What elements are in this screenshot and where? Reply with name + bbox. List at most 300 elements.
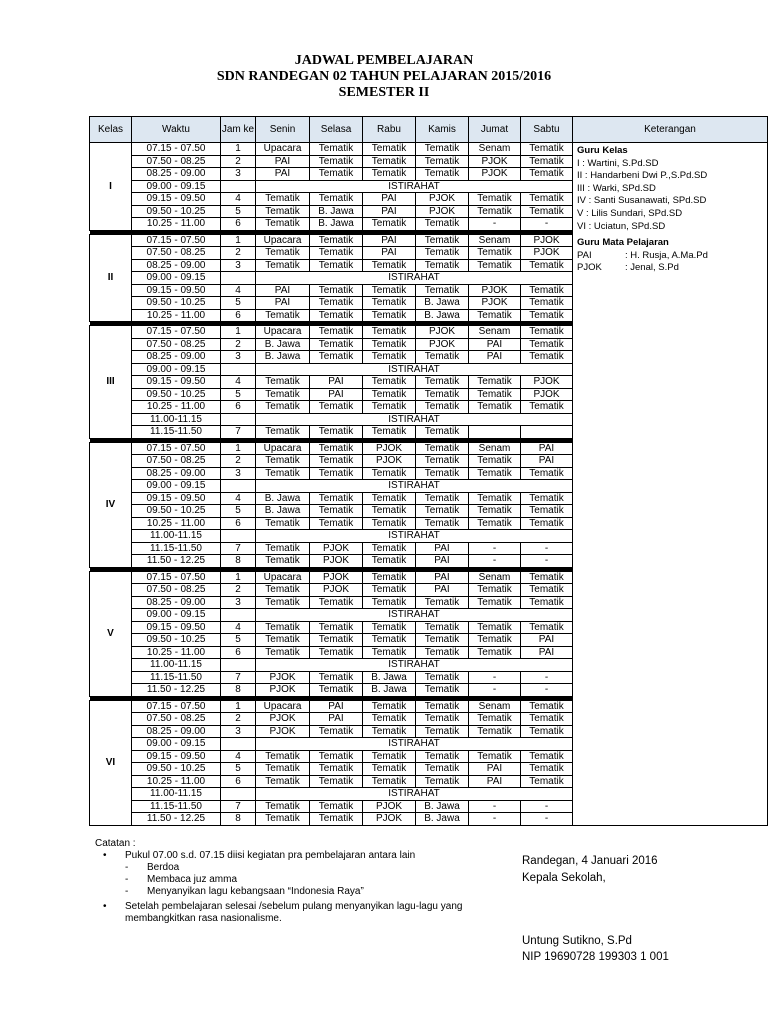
subject-cell: Tematik: [310, 309, 363, 322]
subject-cell: Tematik: [310, 492, 363, 505]
break-cell: ISTIRAHAT: [256, 788, 573, 801]
subject-cell: Tematik: [416, 426, 469, 439]
time-cell: 08.25 - 09.00: [132, 168, 221, 181]
subject-cell: -: [469, 684, 521, 697]
period-cell: [221, 363, 256, 376]
subject-cell: Tematik: [416, 684, 469, 697]
subject-cell: Tematik: [363, 467, 416, 480]
guru-mapel-title: Guru Mata Pelajaran: [577, 237, 669, 249]
subject-cell: Tematik: [310, 813, 363, 826]
class-label: VI: [90, 700, 132, 825]
subject-cell: Tematik: [416, 155, 469, 168]
time-cell: 07.15 - 07.50: [132, 571, 221, 584]
subject-cell: Tematik: [310, 750, 363, 763]
subject-cell: Tematik: [416, 388, 469, 401]
subject-cell: Tematik: [521, 155, 573, 168]
subject-cell: Tematik: [256, 775, 310, 788]
time-cell: 11.50 - 12.25: [132, 813, 221, 826]
time-cell: 07.15 - 07.50: [132, 326, 221, 339]
subject-cell: Tematik: [416, 218, 469, 231]
subject-cell: Tematik: [256, 426, 310, 439]
time-cell: 11.50 - 12.25: [132, 684, 221, 697]
subject-cell: PJOK: [363, 800, 416, 813]
subject-cell: Tematik: [363, 259, 416, 272]
subject-cell: -: [469, 555, 521, 568]
period-cell: 4: [221, 621, 256, 634]
subject-cell: PAI: [521, 634, 573, 647]
subject-cell: Tematik: [416, 247, 469, 260]
subject-cell: -: [469, 813, 521, 826]
column-header: Waktu: [132, 117, 221, 143]
subject-cell: Senam: [469, 234, 521, 247]
subject-cell: Tematik: [469, 467, 521, 480]
time-cell: 07.50 - 08.25: [132, 338, 221, 351]
subject-cell: -: [521, 555, 573, 568]
subject-cell: Tematik: [363, 542, 416, 555]
note-sub-item: - Membaca juz amma: [95, 874, 475, 886]
subject-cell: PJOK: [363, 442, 416, 455]
period-cell: 4: [221, 492, 256, 505]
time-cell: 09.00 - 09.15: [132, 609, 221, 622]
subject-cell: Tematik: [521, 326, 573, 339]
period-cell: 1: [221, 143, 256, 156]
class-label: III: [90, 326, 132, 439]
subject-cell: Tematik: [363, 750, 416, 763]
subject-cell: Tematik: [256, 555, 310, 568]
subject-cell: PJOK: [256, 671, 310, 684]
time-cell: 07.15 - 07.50: [132, 442, 221, 455]
note-sub-item: - Berdoa: [95, 862, 475, 874]
subject-cell: PAI: [310, 713, 363, 726]
subject-cell: -: [469, 671, 521, 684]
period-cell: 6: [221, 775, 256, 788]
subject-cell: Tematik: [310, 455, 363, 468]
subject-cell: PAI: [416, 584, 469, 597]
subject-cell: PJOK: [363, 813, 416, 826]
subject-cell: Upacara: [256, 234, 310, 247]
subject-cell: PAI: [310, 388, 363, 401]
subject-cell: Upacara: [256, 326, 310, 339]
subject-cell: Tematik: [256, 634, 310, 647]
period-cell: 3: [221, 725, 256, 738]
period-cell: 2: [221, 155, 256, 168]
guru-kelas-item: V : Lilis Sundari, SPd.SD: [577, 207, 683, 219]
subject-cell: Tematik: [363, 571, 416, 584]
subject-cell: B. Jawa: [256, 492, 310, 505]
subject-cell: Tematik: [416, 492, 469, 505]
period-cell: 3: [221, 168, 256, 181]
class-label: IV: [90, 442, 132, 567]
time-cell: 10.25 - 11.00: [132, 775, 221, 788]
time-cell: 11.15-11.50: [132, 426, 221, 439]
column-header: Keterangan: [573, 117, 768, 143]
mapel-name: PJOK: [577, 262, 602, 274]
subject-cell: Tematik: [416, 351, 469, 364]
subject-cell: -: [521, 218, 573, 231]
subject-cell: PAI: [363, 234, 416, 247]
subject-cell: Tematik: [521, 338, 573, 351]
doc-title: JADWAL PEMBELAJARAN: [294, 53, 474, 68]
subject-cell: B. Jawa: [416, 297, 469, 310]
subject-cell: Tematik: [521, 401, 573, 414]
subject-cell: PJOK: [416, 338, 469, 351]
subject-cell: Tematik: [416, 775, 469, 788]
time-cell: 07.50 - 08.25: [132, 584, 221, 597]
subject-cell: Tematik: [256, 455, 310, 468]
subject-cell: Tematik: [363, 725, 416, 738]
subject-cell: PAI: [469, 775, 521, 788]
subject-cell: Tematik: [256, 584, 310, 597]
subject-cell: Tematik: [310, 247, 363, 260]
subject-cell: PAI: [256, 155, 310, 168]
subject-cell: PJOK: [416, 193, 469, 206]
time-cell: 08.25 - 09.00: [132, 467, 221, 480]
subject-cell: Tematik: [469, 596, 521, 609]
time-cell: 09.50 - 10.25: [132, 205, 221, 218]
subject-cell: PJOK: [256, 713, 310, 726]
subject-cell: Tematik: [363, 596, 416, 609]
period-cell: 4: [221, 750, 256, 763]
subject-cell: Tematik: [363, 584, 416, 597]
subject-cell: Tematik: [256, 750, 310, 763]
time-cell: 10.25 - 11.00: [132, 517, 221, 530]
subject-cell: [521, 426, 573, 439]
subject-cell: Tematik: [256, 763, 310, 776]
subject-cell: Tematik: [310, 621, 363, 634]
subject-cell: Tematik: [363, 218, 416, 231]
subject-cell: Senam: [469, 700, 521, 713]
time-cell: 08.25 - 09.00: [132, 259, 221, 272]
subject-cell: PAI: [363, 205, 416, 218]
break-cell: ISTIRAHAT: [256, 180, 573, 193]
time-cell: 11.00-11.15: [132, 530, 221, 543]
subject-cell: Tematik: [416, 442, 469, 455]
subject-cell: Tematik: [521, 763, 573, 776]
time-cell: 07.50 - 08.25: [132, 247, 221, 260]
subject-cell: Senam: [469, 571, 521, 584]
subject-cell: PJOK: [521, 234, 573, 247]
subject-cell: Tematik: [310, 671, 363, 684]
period-cell: 5: [221, 297, 256, 310]
semester-title: SEMESTER II: [338, 85, 430, 100]
subject-cell: Tematik: [521, 725, 573, 738]
subject-cell: Tematik: [469, 646, 521, 659]
period-cell: 5: [221, 505, 256, 518]
period-cell: [221, 413, 256, 426]
period-cell: 3: [221, 467, 256, 480]
subject-cell: B. Jawa: [416, 800, 469, 813]
subject-cell: Tematik: [256, 401, 310, 414]
period-cell: 1: [221, 571, 256, 584]
subject-cell: Tematik: [256, 813, 310, 826]
subject-cell: Tematik: [469, 309, 521, 322]
period-cell: 2: [221, 713, 256, 726]
subject-cell: Senam: [469, 143, 521, 156]
sign-nip: NIP 19690728 199303 1 001: [522, 951, 669, 963]
subject-cell: Tematik: [363, 143, 416, 156]
subject-cell: Tematik: [363, 168, 416, 181]
subject-cell: Tematik: [416, 646, 469, 659]
subject-cell: Tematik: [416, 725, 469, 738]
subject-cell: Tematik: [521, 571, 573, 584]
subject-cell: Tematik: [469, 621, 521, 634]
subject-cell: Tematik: [469, 193, 521, 206]
time-cell: 08.25 - 09.00: [132, 596, 221, 609]
subject-cell: Tematik: [363, 713, 416, 726]
subject-cell: Tematik: [310, 234, 363, 247]
class-label: II: [90, 234, 132, 322]
time-cell: 09.50 - 10.25: [132, 388, 221, 401]
time-cell: 09.50 - 10.25: [132, 634, 221, 647]
subject-cell: Tematik: [521, 297, 573, 310]
mapel-teacher: : H. Rusja, A.Ma.Pd: [625, 249, 708, 261]
subject-cell: PJOK: [363, 455, 416, 468]
subject-cell: Tematik: [363, 555, 416, 568]
subject-cell: Tematik: [256, 205, 310, 218]
subject-cell: Tematik: [521, 351, 573, 364]
subject-cell: Tematik: [521, 596, 573, 609]
period-cell: 6: [221, 517, 256, 530]
subject-cell: Tematik: [363, 297, 416, 310]
subject-cell: Tematik: [469, 634, 521, 647]
subject-cell: Tematik: [416, 234, 469, 247]
subject-cell: Tematik: [256, 193, 310, 206]
sign-position: Kepala Sekolah,: [522, 872, 606, 884]
break-cell: ISTIRAHAT: [256, 272, 573, 285]
period-cell: 8: [221, 555, 256, 568]
subject-cell: -: [469, 800, 521, 813]
subject-cell: Tematik: [521, 517, 573, 530]
column-header: Kamis: [416, 117, 469, 143]
time-cell: 09.15 - 09.50: [132, 621, 221, 634]
subject-cell: Tematik: [363, 634, 416, 647]
subject-cell: Tematik: [469, 247, 521, 260]
time-cell: 09.15 - 09.50: [132, 193, 221, 206]
subject-cell: Tematik: [310, 351, 363, 364]
subject-cell: PJOK: [310, 571, 363, 584]
subject-cell: B. Jawa: [256, 351, 310, 364]
subject-cell: Tematik: [363, 517, 416, 530]
subject-cell: PJOK: [469, 297, 521, 310]
subject-cell: Tematik: [521, 193, 573, 206]
subject-cell: Tematik: [256, 467, 310, 480]
period-cell: [221, 788, 256, 801]
subject-cell: PAI: [363, 247, 416, 260]
subject-cell: B. Jawa: [363, 671, 416, 684]
time-cell: 09.00 - 09.15: [132, 272, 221, 285]
subject-cell: PJOK: [416, 205, 469, 218]
subject-cell: Upacara: [256, 143, 310, 156]
guru-kelas-item: III : Warki, SPd.SD: [577, 182, 656, 194]
period-cell: 1: [221, 326, 256, 339]
subject-cell: Tematik: [363, 284, 416, 297]
subject-cell: Tematik: [521, 750, 573, 763]
subject-cell: Tematik: [363, 376, 416, 389]
subject-cell: PAI: [256, 297, 310, 310]
subject-cell: Tematik: [416, 401, 469, 414]
subject-cell: Tematik: [416, 671, 469, 684]
guru-mapel-item: [577, 250, 763, 263]
subject-cell: Tematik: [310, 646, 363, 659]
subject-cell: Tematik: [363, 338, 416, 351]
subject-cell: Tematik: [310, 775, 363, 788]
time-cell: 07.50 - 08.25: [132, 155, 221, 168]
subject-cell: Tematik: [363, 388, 416, 401]
period-cell: [221, 530, 256, 543]
subject-cell: Tematik: [310, 517, 363, 530]
time-cell: 11.15-11.50: [132, 542, 221, 555]
subject-cell: Tematik: [363, 621, 416, 634]
break-cell: ISTIRAHAT: [256, 363, 573, 376]
guru-kelas-item: IV : Santi Susanawati, SPd.SD: [577, 195, 707, 207]
break-cell: ISTIRAHAT: [256, 609, 573, 622]
keterangan-cell: [573, 143, 768, 826]
time-cell: 09.15 - 09.50: [132, 492, 221, 505]
subject-cell: Tematik: [469, 517, 521, 530]
subject-cell: B. Jawa: [310, 205, 363, 218]
subject-cell: Tematik: [256, 218, 310, 231]
period-cell: [221, 272, 256, 285]
subject-cell: Tematik: [416, 763, 469, 776]
subject-cell: Tematik: [363, 505, 416, 518]
subject-cell: Tematik: [310, 168, 363, 181]
subject-cell: Tematik: [310, 684, 363, 697]
period-cell: [221, 609, 256, 622]
time-cell: 09.15 - 09.50: [132, 750, 221, 763]
subject-cell: Tematik: [310, 155, 363, 168]
subject-cell: Tematik: [416, 168, 469, 181]
period-cell: 6: [221, 401, 256, 414]
period-cell: 2: [221, 584, 256, 597]
subject-cell: B. Jawa: [256, 505, 310, 518]
break-cell: ISTIRAHAT: [256, 738, 573, 751]
subject-cell: Tematik: [521, 505, 573, 518]
period-cell: 4: [221, 284, 256, 297]
note-bullet-1: • Pukul 07.00 s.d. 07.15 diisi kegiatan pra pembelajaran antara lain: [95, 850, 475, 862]
subject-cell: PAI: [521, 455, 573, 468]
subject-cell: Tematik: [416, 143, 469, 156]
subject-cell: Tematik: [416, 713, 469, 726]
period-cell: 6: [221, 646, 256, 659]
subject-cell: Tematik: [416, 455, 469, 468]
subject-cell: Tematik: [521, 621, 573, 634]
period-cell: 5: [221, 634, 256, 647]
subject-cell: Tematik: [310, 143, 363, 156]
subject-cell: Tematik: [310, 800, 363, 813]
subject-cell: Tematik: [310, 725, 363, 738]
period-cell: 7: [221, 426, 256, 439]
note-bullet-2: • Setelah pembelajaran selesai /sebelum pulang menyanyikan lagu-lagu yang membangkitkan rasa nasionalisme.: [95, 901, 475, 925]
period-cell: 5: [221, 388, 256, 401]
subject-cell: -: [521, 542, 573, 555]
time-cell: 11.00-11.15: [132, 788, 221, 801]
subject-cell: Tematik: [256, 800, 310, 813]
period-cell: 2: [221, 455, 256, 468]
subject-cell: PJOK: [310, 584, 363, 597]
subject-cell: Tematik: [469, 505, 521, 518]
subject-cell: Tematik: [256, 517, 310, 530]
period-cell: 1: [221, 700, 256, 713]
subject-cell: Tematik: [469, 725, 521, 738]
sign-place-date: Randegan, 4 Januari 2016: [522, 855, 658, 867]
time-cell: 10.25 - 11.00: [132, 646, 221, 659]
time-cell: 08.25 - 09.00: [132, 725, 221, 738]
subject-cell: Tematik: [310, 763, 363, 776]
subject-cell: -: [521, 671, 573, 684]
subject-cell: PJOK: [521, 247, 573, 260]
guru-kelas-title: Guru Kelas: [577, 145, 628, 156]
column-header: Jumat: [469, 117, 521, 143]
subject-cell: Tematik: [521, 309, 573, 322]
subject-cell: PAI: [416, 555, 469, 568]
column-header: Senin: [256, 117, 310, 143]
subject-cell: Tematik: [416, 284, 469, 297]
subject-cell: Senam: [469, 326, 521, 339]
subject-cell: Tematik: [310, 596, 363, 609]
subject-cell: PJOK: [256, 725, 310, 738]
subject-cell: Tematik: [363, 492, 416, 505]
subject-cell: Tematik: [521, 205, 573, 218]
subject-cell: Tematik: [363, 763, 416, 776]
period-cell: 3: [221, 596, 256, 609]
time-cell: 10.25 - 11.00: [132, 309, 221, 322]
mapel-name: PAI: [577, 249, 592, 261]
subject-cell: Tematik: [416, 700, 469, 713]
period-cell: [221, 738, 256, 751]
subject-cell: Tematik: [521, 259, 573, 272]
period-cell: 8: [221, 813, 256, 826]
subject-cell: Tematik: [469, 376, 521, 389]
subject-cell: Tematik: [416, 634, 469, 647]
time-cell: 11.15-11.50: [132, 671, 221, 684]
time-cell: 09.50 - 10.25: [132, 297, 221, 310]
period-cell: 3: [221, 351, 256, 364]
subject-cell: Tematik: [363, 155, 416, 168]
subject-cell: Tematik: [256, 376, 310, 389]
time-cell: 07.15 - 07.50: [132, 143, 221, 156]
subject-cell: Tematik: [469, 584, 521, 597]
subject-cell: Tematik: [310, 634, 363, 647]
school-title: SDN RANDEGAN 02 TAHUN PELAJARAN 2015/2016: [216, 69, 552, 84]
subject-cell: PAI: [469, 338, 521, 351]
time-cell: 10.25 - 11.00: [132, 401, 221, 414]
period-cell: 5: [221, 205, 256, 218]
subject-cell: PAI: [256, 284, 310, 297]
subject-cell: Tematik: [363, 426, 416, 439]
time-cell: 11.50 - 12.25: [132, 555, 221, 568]
subject-cell: PJOK: [256, 684, 310, 697]
subject-cell: Tematik: [310, 338, 363, 351]
break-cell: ISTIRAHAT: [256, 530, 573, 543]
time-cell: 10.25 - 11.00: [132, 218, 221, 231]
subject-cell: -: [521, 800, 573, 813]
time-cell: 11.00-11.15: [132, 413, 221, 426]
time-cell: 07.50 - 08.25: [132, 455, 221, 468]
subject-cell: Tematik: [363, 309, 416, 322]
subject-cell: Tematik: [469, 205, 521, 218]
class-label: I: [90, 143, 132, 231]
time-cell: 09.15 - 09.50: [132, 376, 221, 389]
subject-cell: PAI: [256, 168, 310, 181]
subject-cell: Senam: [469, 442, 521, 455]
subject-cell: Tematik: [256, 388, 310, 401]
subject-cell: Tematik: [310, 401, 363, 414]
subject-cell: Tematik: [521, 713, 573, 726]
subject-cell: Tematik: [363, 351, 416, 364]
subject-cell: Tematik: [310, 259, 363, 272]
guru-kelas-item: VI : Uciatun, SPd.SD: [577, 220, 666, 232]
subject-cell: Tematik: [363, 775, 416, 788]
